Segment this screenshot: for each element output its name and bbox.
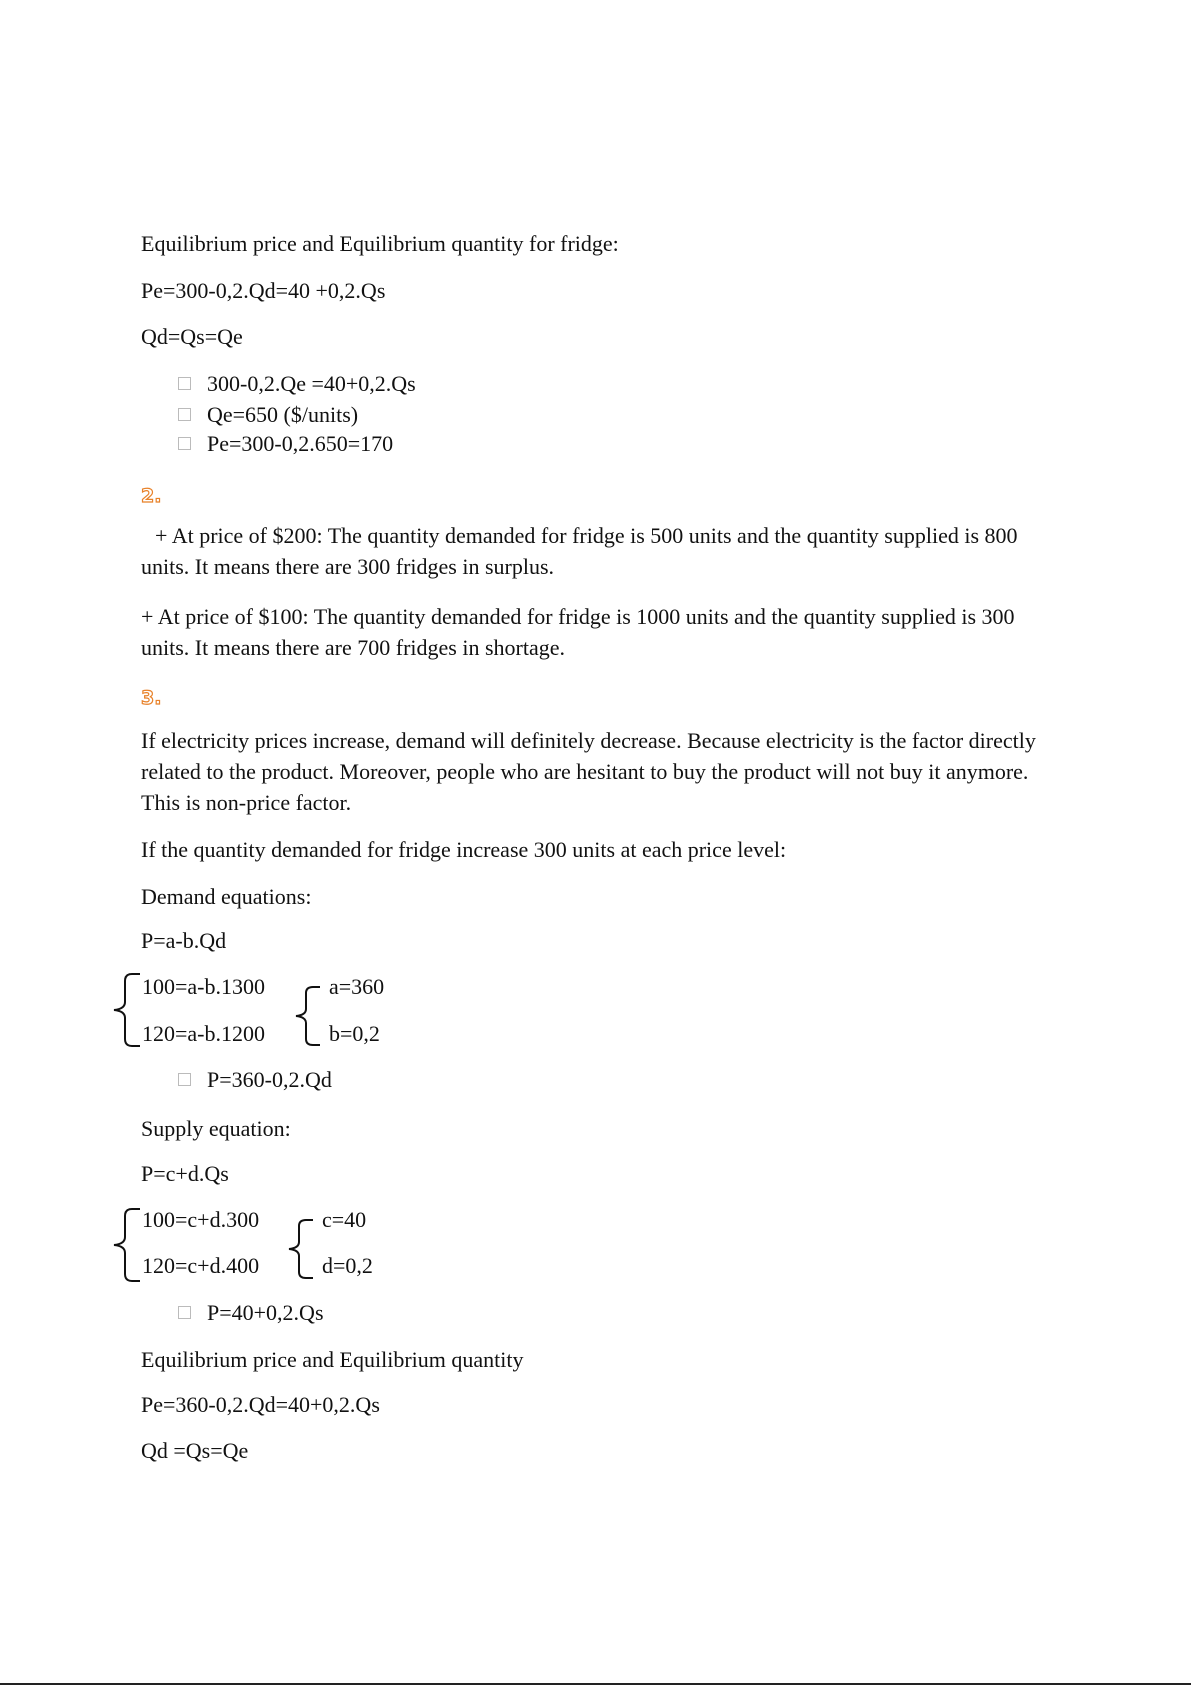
demand-general-equation: P=a-b.Qd — [141, 928, 227, 953]
demand-label: Demand equations: — [141, 884, 312, 909]
list-item: P=40+0,2.Qs — [178, 1299, 324, 1327]
electricity-paragraph: If electricity prices increase, demand will definitely decrease. Because electricity is the factor directly related to the product. Moreover, people who are hesitant to buy the product will not buy it anymore. This is non-price factor. — [141, 728, 1036, 815]
section-number-2: 2. — [141, 485, 162, 507]
bullet-box-icon — [178, 437, 191, 450]
list-item: P=360-0,2.Qd — [178, 1066, 332, 1094]
supply-solution-c: c=40 — [322, 1207, 367, 1232]
surplus-paragraph: + At price of $200: The quantity demanded for fridge is 500 units and the quantity supplied is 800 units. It means there are 300 fridges in surplus. — [141, 523, 1018, 579]
bullet-box-icon — [178, 408, 191, 421]
bullet-box-icon — [178, 1073, 191, 1086]
bullet-box-icon — [178, 377, 191, 390]
left-brace-icon — [108, 1207, 144, 1283]
left-brace-icon — [108, 972, 144, 1048]
supply-label: Supply equation: — [141, 1116, 291, 1141]
demand-system-eq1: 100=a-b.1300 — [142, 974, 265, 999]
new-equilibrium-heading: Equilibrium price and Equilibrium quantity — [141, 1347, 524, 1372]
supply-system-eq2: 120=c+d.400 — [142, 1253, 260, 1278]
equilibrium-heading: Equilibrium price and Equilibrium quantity for fridge: — [141, 231, 619, 256]
list-item: Pe=300-0,2.650=170 — [178, 430, 393, 458]
demand-solution-a: a=360 — [329, 974, 385, 999]
left-brace-icon — [285, 1218, 315, 1280]
demand-system-eq2: 120=a-b.1200 — [142, 1021, 265, 1046]
list-item: Qe=650 ($/units) — [178, 401, 358, 429]
new-equilibrium-equation: Pe=360-0,2.Qd=40+0,2.Qs — [141, 1392, 380, 1417]
supply-general-equation: P=c+d.Qs — [141, 1161, 229, 1186]
equilibrium-equation: Pe=300-0,2.Qd=40 +0,2.Qs — [141, 278, 386, 303]
list-item: 300-0,2.Qe =40+0,2.Qs — [178, 370, 416, 398]
supply-system-eq1: 100=c+d.300 — [142, 1207, 260, 1232]
new-equality-condition: Qd =Qs=Qe — [141, 1438, 249, 1463]
shortage-paragraph: + At price of $100: The quantity demanded for fridge is 1000 units and the quantity supplied is 300 units. It means there are 700 fridges in shortage. — [141, 604, 1015, 660]
demand-solution-b: b=0,2 — [329, 1021, 380, 1046]
section-number-3: 3. — [141, 687, 162, 709]
equality-condition: Qd=Qs=Qe — [141, 324, 243, 349]
demand-increase-text: If the quantity demanded for fridge increase 300 units at each price level: — [141, 837, 787, 862]
bullet-box-icon — [178, 1306, 191, 1319]
supply-solution-d: d=0,2 — [322, 1253, 373, 1278]
left-brace-icon — [292, 985, 322, 1047]
